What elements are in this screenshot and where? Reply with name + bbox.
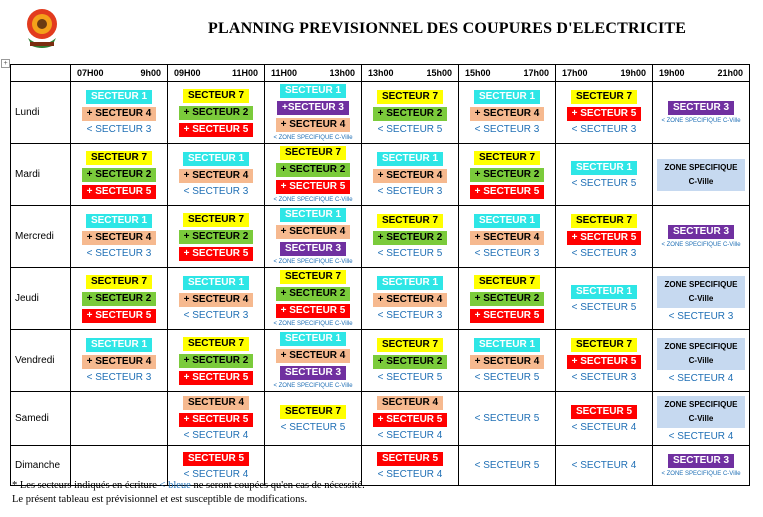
schedule-cell bbox=[265, 206, 362, 268]
optional-sector-text: < SECTEUR 5 bbox=[280, 421, 346, 433]
schedule-cell bbox=[556, 268, 653, 330]
sector-badge-cyan: SECTEUR 1 bbox=[571, 161, 637, 175]
zone-title: ZONE SPECIFIQUE bbox=[664, 399, 738, 409]
time-slot-header bbox=[168, 65, 265, 82]
day-label: Dimanche bbox=[11, 446, 71, 486]
schedule-cell bbox=[556, 144, 653, 206]
day-label: Mardi bbox=[11, 144, 71, 206]
time-slot-header bbox=[265, 65, 362, 82]
sector-badge-cyan: SECTEUR 1 bbox=[280, 332, 346, 346]
sector-badge-orange: + SECTEUR 4 bbox=[179, 169, 254, 183]
day-label: Mercredi bbox=[11, 206, 71, 268]
slot-end-time: 21h00 bbox=[717, 68, 743, 78]
sector-badge-cyan: SECTEUR 1 bbox=[280, 208, 346, 222]
optional-sector-text: < SECTEUR 4 bbox=[183, 468, 249, 480]
day-row bbox=[11, 392, 750, 446]
optional-sector-text: < SECTEUR 5 bbox=[377, 248, 443, 259]
time-slot-header bbox=[653, 65, 750, 82]
zone-specifique-box bbox=[657, 159, 745, 191]
sector-badge-red: + SECTEUR 5 bbox=[373, 413, 448, 427]
optional-sector-text: < SECTEUR 3 bbox=[668, 310, 734, 322]
header-row bbox=[11, 65, 750, 82]
time-slot-header bbox=[556, 65, 653, 82]
zone-city: C-Ville bbox=[688, 413, 714, 423]
schedule-cell bbox=[71, 206, 168, 268]
zone-city: C-Ville bbox=[688, 355, 714, 365]
day-row bbox=[11, 330, 750, 392]
zone-title: ZONE SPECIFIQUE bbox=[664, 341, 738, 351]
optional-sector-text: < SECTEUR 3 bbox=[86, 124, 152, 135]
sector-badge-red: + SECTEUR 5 bbox=[82, 309, 157, 323]
sector-badge-cyan: SECTEUR 1 bbox=[183, 152, 249, 166]
sector-badge-orange: + SECTEUR 4 bbox=[373, 169, 448, 183]
schedule-cell bbox=[459, 446, 556, 486]
sector-badge-yellow: SECTEUR 7 bbox=[183, 213, 249, 227]
optional-sector-text: < SECTEUR 4 bbox=[183, 430, 249, 441]
sector-badge-green: + SECTEUR 2 bbox=[82, 168, 157, 182]
sector-badge-cyan: SECTEUR 1 bbox=[280, 84, 346, 98]
sector-badge-yellow: SECTEUR 7 bbox=[474, 151, 540, 165]
sector-badge-yellow: SECTEUR 7 bbox=[280, 146, 346, 160]
day-label: Lundi bbox=[11, 82, 71, 144]
schedule-cell bbox=[265, 268, 362, 330]
schedule-cell bbox=[653, 330, 750, 392]
sector-badge-red: + SECTEUR 5 bbox=[179, 413, 254, 427]
sector-badge-red: + SECTEUR 5 bbox=[567, 231, 642, 245]
optional-sector-text: < SECTEUR 5 bbox=[377, 372, 443, 383]
sector-badge-red: + SECTEUR 5 bbox=[470, 309, 545, 323]
schedule-cell bbox=[265, 392, 362, 446]
slot-start-time: 17h00 bbox=[562, 68, 588, 78]
sector-badge-cyan: SECTEUR 1 bbox=[183, 276, 249, 290]
day-label: Jeudi bbox=[11, 268, 71, 330]
optional-sector-text: < SECTEUR 4 bbox=[377, 430, 443, 441]
slot-start-time: 11H00 bbox=[271, 68, 298, 78]
schedule-cell bbox=[168, 330, 265, 392]
optional-sector-text: < SECTEUR 5 bbox=[571, 301, 637, 313]
sector-badge-red: SECTEUR 5 bbox=[571, 405, 637, 419]
schedule-cell bbox=[168, 82, 265, 144]
schedule-cell bbox=[265, 330, 362, 392]
slot-start-time: 09H00 bbox=[174, 68, 201, 78]
schedule-cell bbox=[168, 268, 265, 330]
schedule-table bbox=[10, 64, 750, 486]
sector-badge-purple: SECTEUR 3 bbox=[668, 225, 734, 239]
sector-badge-green: + SECTEUR 2 bbox=[82, 292, 157, 306]
sector-badge-orange: SECTEUR 4 bbox=[183, 396, 249, 410]
optional-sector-text: < SECTEUR 3 bbox=[571, 124, 637, 135]
schedule-cell bbox=[653, 268, 750, 330]
time-slot-header bbox=[459, 65, 556, 82]
optional-zone-note: < ZONE SPECIFIQUE C-Ville bbox=[273, 383, 353, 389]
page-title: PLANNING PREVISIONNEL DES COUPURES D'ELECTRICITE bbox=[208, 20, 687, 37]
sector-badge-orange: + SECTEUR 4 bbox=[373, 293, 448, 307]
footnote-text-end: ne seront coupées qu'en cas de nécessité. bbox=[190, 480, 365, 491]
sector-badge-green: + SECTEUR 2 bbox=[470, 292, 545, 306]
slot-end-time: 17h00 bbox=[523, 68, 549, 78]
zone-title: ZONE SPECIFIQUE bbox=[664, 162, 738, 172]
slot-start-time: 19h00 bbox=[659, 68, 685, 78]
sector-badge-red: + SECTEUR 5 bbox=[179, 371, 254, 385]
schedule-cell bbox=[71, 392, 168, 446]
sector-badge-orange: + SECTEUR 4 bbox=[82, 231, 157, 245]
footnote-line-2: Le présent tableau est prévisionnel et est susceptible de modifications. bbox=[12, 494, 308, 505]
sector-badge-yellow: SECTEUR 7 bbox=[280, 405, 346, 419]
schedule-cell bbox=[168, 206, 265, 268]
sector-badge-cyan: SECTEUR 1 bbox=[474, 90, 540, 104]
footnote-blue-text: < bleue bbox=[159, 480, 191, 491]
optional-zone-note: < ZONE SPECIFIQUE C-Ville bbox=[273, 259, 353, 265]
optional-zone-note: < ZONE SPECIFIQUE C-Ville bbox=[661, 118, 741, 124]
schedule-cell bbox=[653, 82, 750, 144]
optional-sector-text: < SECTEUR 3 bbox=[183, 310, 249, 321]
schedule-cell bbox=[653, 206, 750, 268]
sector-badge-red: + SECTEUR 5 bbox=[470, 185, 545, 199]
optional-sector-text: < SECTEUR 4 bbox=[571, 460, 637, 471]
sector-badge-yellow: SECTEUR 7 bbox=[280, 270, 346, 284]
zone-title: ZONE SPECIFIQUE bbox=[664, 279, 738, 289]
optional-zone-note: < ZONE SPECIFIQUE C-Ville bbox=[661, 471, 741, 477]
table-move-handle-icon[interactable]: + bbox=[1, 59, 10, 68]
sector-badge-cyan: SECTEUR 1 bbox=[474, 338, 540, 352]
schedule-cell bbox=[653, 392, 750, 446]
day-label: Vendredi bbox=[11, 330, 71, 392]
schedule-cell bbox=[362, 446, 459, 486]
schedule-cell bbox=[459, 206, 556, 268]
time-slot-header bbox=[71, 65, 168, 82]
slot-end-time: 19h00 bbox=[620, 68, 646, 78]
day-row bbox=[11, 268, 750, 330]
sector-badge-red: + SECTEUR 5 bbox=[179, 123, 254, 137]
schedule-cell bbox=[71, 144, 168, 206]
sector-badge-cyan: SECTEUR 1 bbox=[86, 90, 152, 104]
optional-sector-text: < SECTEUR 3 bbox=[571, 248, 637, 259]
sector-badge-orange: SECTEUR 4 bbox=[377, 396, 443, 410]
slot-start-time: 07H00 bbox=[77, 68, 104, 78]
sector-badge-green: + SECTEUR 2 bbox=[470, 168, 545, 182]
optional-zone-note: < ZONE SPECIFIQUE C-Ville bbox=[273, 197, 353, 203]
sector-badge-red: + SECTEUR 5 bbox=[276, 304, 351, 318]
sector-badge-orange: + SECTEUR 4 bbox=[276, 225, 351, 239]
optional-zone-note: < ZONE SPECIFIQUE C-Ville bbox=[661, 242, 741, 248]
sector-badge-purple: +SECTEUR 3 bbox=[277, 101, 349, 115]
sector-badge-purple: SECTEUR 3 bbox=[668, 101, 734, 115]
sector-badge-purple: SECTEUR 3 bbox=[668, 454, 734, 468]
optional-sector-text: < SECTEUR 3 bbox=[474, 124, 540, 135]
schedule-cell bbox=[265, 82, 362, 144]
schedule-cell bbox=[459, 268, 556, 330]
sector-badge-orange: + SECTEUR 4 bbox=[470, 231, 545, 245]
schedule-cell bbox=[362, 82, 459, 144]
sector-badge-red: + SECTEUR 5 bbox=[179, 247, 254, 261]
schedule-cell bbox=[459, 392, 556, 446]
slot-end-time: 15h00 bbox=[426, 68, 452, 78]
schedule-cell bbox=[71, 82, 168, 144]
slot-end-time: 9h00 bbox=[140, 68, 161, 78]
sector-badge-yellow: SECTEUR 7 bbox=[86, 275, 152, 289]
sector-badge-purple: SECTEUR 3 bbox=[280, 366, 346, 380]
slot-start-time: 15h00 bbox=[465, 68, 491, 78]
schedule-cell bbox=[556, 82, 653, 144]
sector-badge-cyan: SECTEUR 1 bbox=[571, 285, 637, 299]
footnote bbox=[12, 479, 365, 507]
optional-zone-note: < ZONE SPECIFIQUE C-Ville bbox=[273, 135, 353, 141]
day-row bbox=[11, 82, 750, 144]
optional-sector-text: < SECTEUR 3 bbox=[183, 186, 249, 197]
sector-badge-orange: + SECTEUR 4 bbox=[276, 349, 351, 363]
schedule-cell bbox=[459, 144, 556, 206]
optional-sector-text: < SECTEUR 4 bbox=[668, 372, 734, 384]
sector-badge-cyan: SECTEUR 1 bbox=[377, 152, 443, 166]
schedule-cell bbox=[168, 144, 265, 206]
sector-badge-red: + SECTEUR 5 bbox=[567, 107, 642, 121]
sector-badge-orange: + SECTEUR 4 bbox=[470, 107, 545, 121]
sector-badge-yellow: SECTEUR 7 bbox=[474, 275, 540, 289]
optional-zone-note: < ZONE SPECIFIQUE C-Ville bbox=[273, 321, 353, 327]
sector-badge-red: SECTEUR 5 bbox=[183, 452, 249, 466]
zone-specifique-box bbox=[657, 396, 745, 428]
time-slot-header bbox=[362, 65, 459, 82]
optional-sector-text: < SECTEUR 3 bbox=[86, 248, 152, 259]
optional-sector-text: < SECTEUR 3 bbox=[86, 372, 152, 383]
sector-badge-cyan: SECTEUR 1 bbox=[474, 214, 540, 228]
sector-badge-green: + SECTEUR 2 bbox=[179, 354, 254, 368]
sector-badge-red: SECTEUR 5 bbox=[377, 452, 443, 466]
optional-sector-text: < SECTEUR 3 bbox=[571, 372, 637, 383]
sector-badge-green: + SECTEUR 2 bbox=[179, 230, 254, 244]
optional-sector-text: < SECTEUR 3 bbox=[377, 186, 443, 197]
sector-badge-cyan: SECTEUR 1 bbox=[86, 214, 152, 228]
sector-badge-red: + SECTEUR 5 bbox=[567, 355, 642, 369]
schedule-cell bbox=[362, 392, 459, 446]
schedule-cell bbox=[653, 446, 750, 486]
schedule-cell bbox=[459, 82, 556, 144]
schedule-cell bbox=[556, 446, 653, 486]
sector-badge-cyan: SECTEUR 1 bbox=[377, 276, 443, 290]
sector-badge-yellow: SECTEUR 7 bbox=[377, 338, 443, 352]
schedule-cell bbox=[71, 330, 168, 392]
sector-badge-yellow: SECTEUR 7 bbox=[571, 214, 637, 228]
zone-city: C-Ville bbox=[688, 176, 714, 186]
slot-start-time: 13h00 bbox=[368, 68, 394, 78]
day-row bbox=[11, 206, 750, 268]
sector-badge-yellow: SECTEUR 7 bbox=[183, 89, 249, 103]
sector-badge-orange: + SECTEUR 4 bbox=[179, 293, 254, 307]
optional-sector-text: < SECTEUR 5 bbox=[571, 177, 637, 189]
sector-badge-orange: + SECTEUR 4 bbox=[470, 355, 545, 369]
sector-badge-yellow: SECTEUR 7 bbox=[377, 90, 443, 104]
slot-end-time: 13h00 bbox=[329, 68, 355, 78]
sector-badge-yellow: SECTEUR 7 bbox=[571, 90, 637, 104]
schedule-cell bbox=[265, 144, 362, 206]
sector-badge-yellow: SECTEUR 7 bbox=[571, 338, 637, 352]
sector-badge-yellow: SECTEUR 7 bbox=[377, 214, 443, 228]
schedule-cell bbox=[556, 330, 653, 392]
schedule-cell bbox=[362, 206, 459, 268]
sector-badge-orange: + SECTEUR 4 bbox=[82, 107, 157, 121]
optional-sector-text: < SECTEUR 4 bbox=[668, 430, 734, 442]
optional-sector-text: < SECTEUR 4 bbox=[571, 421, 637, 433]
schedule-cell bbox=[362, 330, 459, 392]
schedule-cell bbox=[556, 206, 653, 268]
sector-badge-green: + SECTEUR 2 bbox=[373, 107, 448, 121]
optional-sector-text: < SECTEUR 5 bbox=[474, 372, 540, 383]
zone-specifique-box bbox=[657, 338, 745, 370]
sector-badge-green: + SECTEUR 2 bbox=[373, 231, 448, 245]
schedule-cell bbox=[459, 330, 556, 392]
day-row bbox=[11, 144, 750, 206]
footnote-line-1 bbox=[12, 479, 365, 493]
schedule-cell bbox=[556, 392, 653, 446]
schedule-cell bbox=[71, 268, 168, 330]
sector-badge-yellow: SECTEUR 7 bbox=[86, 151, 152, 165]
footnote-text: * Les secteurs indiqués en écriture bbox=[12, 480, 160, 491]
sector-badge-red: + SECTEUR 5 bbox=[276, 180, 351, 194]
optional-sector-text: < SECTEUR 5 bbox=[377, 124, 443, 135]
sector-badge-purple: SECTEUR 3 bbox=[280, 242, 346, 256]
sector-badge-yellow: SECTEUR 7 bbox=[183, 337, 249, 351]
slot-end-time: 11H00 bbox=[231, 68, 258, 78]
zone-specifique-box bbox=[657, 276, 745, 308]
sector-badge-red: + SECTEUR 5 bbox=[82, 185, 157, 199]
optional-sector-text: < SECTEUR 3 bbox=[474, 248, 540, 259]
schedule-cell bbox=[362, 268, 459, 330]
optional-sector-text: < SECTEUR 5 bbox=[474, 413, 540, 424]
optional-sector-text: < SECTEUR 5 bbox=[474, 460, 540, 471]
sector-badge-green: + SECTEUR 2 bbox=[373, 355, 448, 369]
sector-badge-green: + SECTEUR 2 bbox=[276, 287, 351, 301]
corner-cell bbox=[11, 65, 71, 82]
zone-city: C-Ville bbox=[688, 293, 714, 303]
schedule-cell bbox=[653, 144, 750, 206]
optional-sector-text: < SECTEUR 3 bbox=[377, 310, 443, 321]
day-label: Samedi bbox=[11, 392, 71, 446]
logo bbox=[22, 6, 62, 50]
schedule-cell bbox=[362, 144, 459, 206]
sector-badge-cyan: SECTEUR 1 bbox=[86, 338, 152, 352]
schedule-cell bbox=[168, 392, 265, 446]
sector-badge-orange: + SECTEUR 4 bbox=[276, 118, 351, 132]
sector-badge-green: + SECTEUR 2 bbox=[179, 106, 254, 120]
sector-badge-orange: + SECTEUR 4 bbox=[82, 355, 157, 369]
optional-sector-text: < SECTEUR 4 bbox=[377, 468, 443, 480]
sector-badge-green: + SECTEUR 2 bbox=[276, 163, 351, 177]
